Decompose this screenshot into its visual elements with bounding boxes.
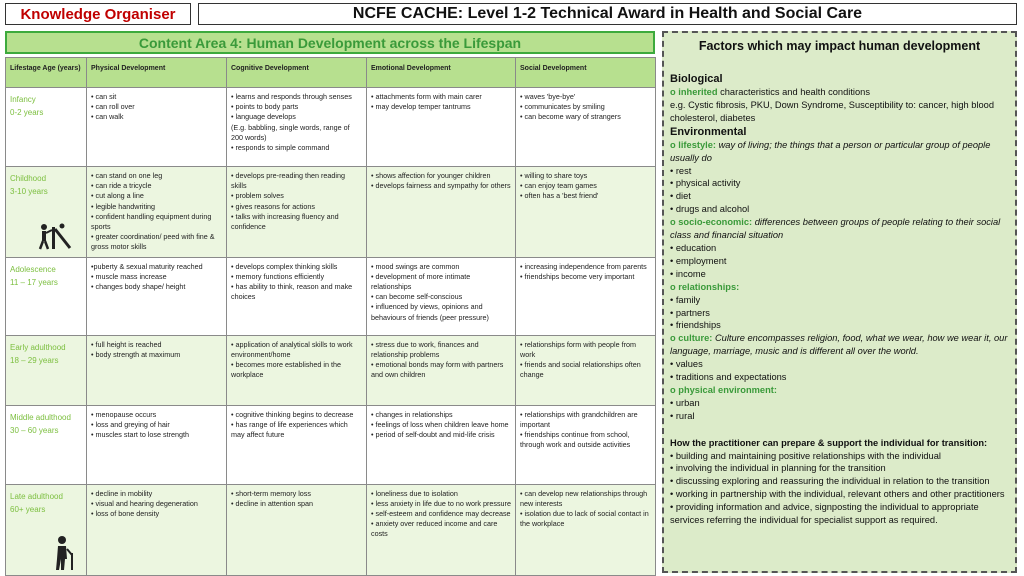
list-item: • problem solves: [231, 191, 284, 201]
culture-line: [670, 332, 1011, 358]
lifestyle-label: o lifestyle:: [670, 139, 716, 150]
lifestage-age: 11 – 17 years: [10, 277, 58, 287]
cognitive-development-cell: [227, 405, 367, 484]
list-item: • can sit: [91, 92, 117, 101]
list-item: • anxiety over reduced income and care costs: [371, 519, 498, 539]
list-item: • confident handling equipment during sports: [91, 211, 212, 232]
lifestage-age: 60+ years: [10, 504, 46, 514]
relationships-list: [670, 294, 1011, 333]
list-item: • willing to share toys: [520, 171, 588, 180]
emotional-development-cell: [367, 484, 516, 575]
list-item: • friendships become very important: [520, 271, 635, 281]
list-item: • develops complex thinking skills: [231, 261, 338, 271]
child-playing-icon: [38, 221, 74, 251]
list-item: • can become wary of strangers: [520, 112, 621, 122]
list-item: • changes in relationships: [371, 409, 453, 419]
culture-label: o culture:: [670, 333, 713, 344]
col-header-cognitive: Cognitive Development: [227, 58, 367, 88]
biological-heading: Biological: [670, 73, 723, 85]
list-item: • self-esteem and confidence may decrease: [371, 509, 511, 519]
list-item: • shows affection for younger children: [371, 171, 491, 180]
lifestage-cell: [6, 167, 87, 258]
list-item: • traditions and expectations: [670, 372, 787, 383]
cognitive-development-cell: [227, 257, 367, 335]
practitioner-heading: How the practitioner can prepare & support the individual for transition:: [670, 437, 988, 448]
lifestage-name: Middle adulthood: [10, 412, 71, 422]
socio-economic-definition: differences between groups of people relating to their social class and financial situation: [670, 217, 1001, 241]
list-item: • gives reasons for actions: [231, 201, 316, 211]
list-item: • develops fairness and sympathy for others: [371, 181, 511, 191]
list-item: • body strength at maximum: [91, 349, 181, 359]
list-item: • emotional bonds may form with partners and own children: [371, 360, 504, 380]
emotional-development-cell: [367, 167, 516, 258]
physical-environment-list: [670, 397, 1011, 423]
list-item: • can stand on one leg: [91, 171, 163, 180]
table-row: [6, 335, 656, 405]
list-item: • loss of bone density: [91, 509, 160, 519]
list-item: • development of more intimate relationships: [371, 271, 471, 292]
cognitive-development-cell: [227, 484, 367, 575]
list-item: • loss and greying of hair: [91, 419, 170, 429]
list-item: • develops pre-reading then reading skills: [231, 171, 345, 191]
list-item: • legible handwriting: [91, 201, 156, 211]
list-item: • can walk: [91, 112, 124, 122]
list-item: • partners: [670, 307, 710, 318]
emotional-development-cell: [367, 335, 516, 405]
list-item: • communicates by smiling: [520, 102, 605, 112]
physical-development-cell: [87, 484, 227, 575]
social-development-cell: [516, 88, 656, 167]
list-item: • talks with increasing fluency and confidence: [231, 211, 339, 232]
page-title: NCFE CACHE: Level 1-2 Technical Award in Health and Social Care: [198, 3, 1017, 25]
culture-list: [670, 358, 1011, 384]
emotional-development-cell: [367, 405, 516, 484]
list-item: • learns and responds through senses: [231, 92, 352, 101]
list-item: • has range of life experiences which may affect future: [231, 419, 348, 440]
development-table: [5, 57, 656, 576]
table-row: [6, 167, 656, 258]
list-item: • friendships: [670, 320, 721, 331]
list-item: • short-term memory loss: [231, 488, 311, 498]
social-development-cell: [516, 405, 656, 484]
list-item: • isolation due to lack of social contact in the workplace: [520, 509, 649, 529]
inherited-label: o inherited: [670, 87, 718, 97]
lifestage-age: 3-10 years: [10, 187, 48, 196]
list-item: • physical activity: [670, 178, 741, 189]
list-item: • values: [670, 359, 703, 370]
col-header-emotional: Emotional Development: [367, 58, 516, 88]
col-header-physical: Physical Development: [87, 58, 227, 88]
list-item: • attachments form with main carer: [371, 92, 482, 101]
list-item: • changes body shape/ height: [91, 282, 186, 292]
list-item: • friendships continue from school, through work and outside activities: [520, 430, 631, 450]
inherited-text: characteristics and health conditions: [717, 87, 870, 97]
list-item: • working in partnership with the individual, relevant others and other practitioners: [670, 489, 1005, 500]
list-item: • greater coordination/ peed with fine & gross motor skills: [91, 232, 215, 252]
list-item: • urban: [670, 397, 700, 408]
physical-environment-label: o physical environment:: [670, 384, 777, 395]
list-item: • full height is reached: [91, 339, 162, 349]
lifestage-cell: [6, 257, 87, 335]
list-item: (E.g. babbling, single words, range of 200 words): [231, 122, 350, 142]
list-item: • diet: [670, 191, 691, 202]
list-item: • discussing exploring and reassuring the individual in relation to the transition: [670, 476, 990, 487]
table-row: [6, 405, 656, 484]
relationships-label: o relationships:: [670, 281, 740, 292]
cognitive-development-cell: [227, 88, 367, 167]
factors-body: [670, 69, 1011, 527]
lifestyle-list: [670, 165, 1011, 217]
list-item: • loneliness due to isolation: [371, 488, 458, 498]
social-development-cell: [516, 484, 656, 575]
list-item: • can develop new relationships through new interests: [520, 488, 648, 508]
lifestage-name: Late adulthood: [10, 491, 63, 501]
list-item: • memory functions efficiently: [231, 271, 325, 281]
physical-development-cell: [87, 257, 227, 335]
list-item: • employment: [670, 255, 727, 266]
table-row: [6, 484, 656, 575]
list-item: • relationships with grandchildren are important: [520, 409, 638, 429]
list-item: • cognitive thinking begins to decrease: [231, 409, 354, 419]
list-item: • application of analytical skills to work environment/home: [231, 339, 353, 359]
list-item: • can enjoy team games: [520, 181, 597, 191]
lifestage-cell: [6, 88, 87, 167]
list-item: • decline in attention span: [231, 498, 314, 508]
list-item: • drugs and alcohol: [670, 204, 750, 215]
list-item: • family: [670, 294, 701, 305]
lifestage-name: Infancy: [10, 95, 36, 104]
list-item: • muscles start to lose strength: [91, 430, 189, 440]
list-item: • education: [670, 242, 717, 253]
knowledge-organiser-label: Knowledge Organiser: [5, 3, 191, 25]
list-item: • can roll over: [91, 102, 135, 112]
factors-title: Factors which may impact human development: [698, 39, 981, 53]
social-development-cell: [516, 335, 656, 405]
physical-development-cell: [87, 88, 227, 167]
list-item: • visual and hearing degeneration: [91, 498, 198, 508]
socio-line: [670, 216, 1011, 242]
lifestage-name: Childhood: [10, 174, 47, 183]
cognitive-development-cell: [227, 167, 367, 258]
cognitive-development-cell: [227, 335, 367, 405]
list-item: • income: [670, 268, 706, 279]
table-row: [6, 257, 656, 335]
list-item: • stress due to work, finances and relationship problems: [371, 339, 479, 359]
socio-economic-label: o socio-economic:: [670, 217, 753, 228]
list-item: • less anxiety in life due to no work pressure: [371, 498, 511, 508]
practitioner-list: [670, 450, 1011, 527]
social-development-cell: [516, 167, 656, 258]
physical-development-cell: [87, 405, 227, 484]
social-development-cell: [516, 257, 656, 335]
list-item: • rest: [670, 165, 692, 176]
lifestyle-definition: way of living; the things that a person or particular group of people usually do: [670, 139, 991, 163]
elderly-person-icon: [52, 535, 76, 571]
list-item: • influenced by views, opinions and behaviours of friends (peer pressure): [371, 302, 489, 322]
lifestage-name: Early adulthood: [10, 342, 66, 352]
physical-development-cell: [87, 335, 227, 405]
content-area-banner: Content Area 4: Human Development across the Lifespan: [5, 31, 655, 54]
list-item: • involving the individual in planning for the transition: [670, 463, 886, 474]
list-item: • points to body parts: [231, 102, 299, 112]
list-item: • menopause occurs: [91, 409, 157, 419]
list-item: • decline in mobility: [91, 488, 153, 498]
list-item: • muscle mass increase: [91, 271, 167, 281]
lifestage-age: 0-2 years: [10, 108, 44, 117]
lifestage-cell: [6, 405, 87, 484]
list-item: • friends and social relationships often change: [520, 360, 641, 380]
list-item: • mood swings are common: [371, 261, 460, 271]
environmental-heading: Environmental: [670, 125, 747, 138]
socio-list: [670, 242, 1011, 281]
factors-panel: [662, 31, 1017, 573]
lifestage-name: Adolescence: [10, 264, 56, 274]
list-item: • feelings of loss when children leave home: [371, 419, 509, 429]
lifestage-cell: [6, 484, 87, 575]
lifestage-age: 30 – 60 years: [10, 425, 59, 435]
list-item: • increasing independence from parents: [520, 261, 647, 271]
list-item: • waves 'bye-bye': [520, 92, 576, 101]
emotional-development-cell: [367, 257, 516, 335]
list-item: •puberty & sexual maturity reached: [91, 261, 203, 271]
list-item: • building and maintaining positive relationships with the individual: [670, 450, 941, 461]
lifestage-age: 18 – 29 years: [10, 355, 59, 365]
list-item: • providing information and advice, signposting the individual to appropriate services referring the individual for specialist support as required.: [670, 502, 979, 526]
list-item: • can become self-conscious: [371, 292, 463, 302]
lifestyle-line: [670, 139, 1011, 165]
list-item: • becomes more established in the workplace: [231, 360, 341, 380]
list-item: • can ride a tricycle: [91, 181, 152, 191]
culture-definition: Culture encompasses religion, food, what we wear, how we wear it, our language, marriage, music and is different all over the world.: [670, 333, 1008, 357]
table-header-row: [6, 58, 656, 88]
list-item: • language develops: [231, 112, 296, 122]
list-item: • often has a 'best friend': [520, 191, 599, 201]
table-row: [6, 88, 656, 167]
list-item: • responds to simple command: [231, 143, 330, 153]
inherited-line: [670, 86, 1011, 99]
list-item: • has ability to think, reason and make choices: [231, 282, 353, 302]
list-item: • rural: [670, 410, 695, 421]
list-item: • may develop temper tantrums: [371, 102, 471, 112]
inherited-examples: e.g. Cystic fibrosis, PKU, Down Syndrome, Susceptibility to: cancer, high blood cholesterol, diabetes: [670, 99, 994, 123]
col-header-lifestage: Lifestage Age (years): [6, 58, 87, 88]
list-item: • relationships form with people from work: [520, 339, 636, 359]
lifestage-cell: [6, 335, 87, 405]
col-header-social: Social Development: [516, 58, 656, 88]
list-item: • cut along a line: [91, 191, 144, 201]
physical-development-cell: [87, 167, 227, 258]
emotional-development-cell: [367, 88, 516, 167]
list-item: • period of self-doubt and mid-life crisis: [371, 430, 495, 440]
